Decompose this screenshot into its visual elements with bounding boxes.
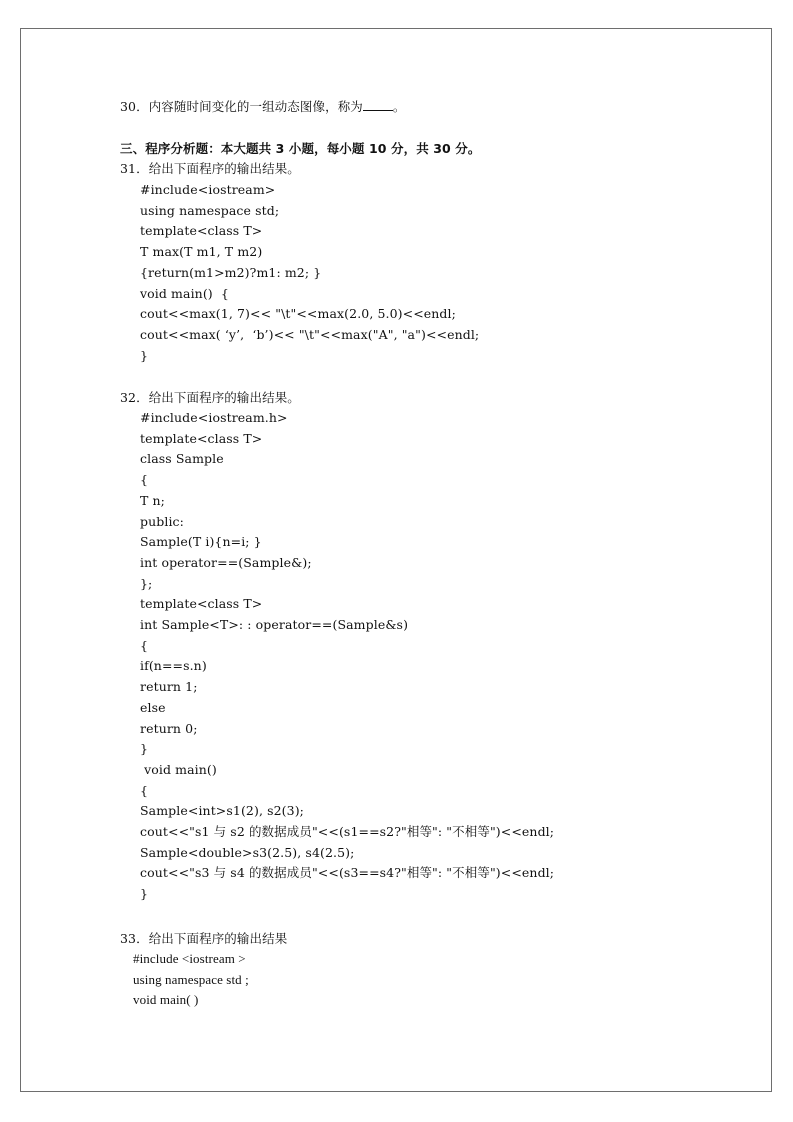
code-line: template<class T> — [140, 223, 263, 239]
code-line: #include<iostream> — [140, 182, 276, 197]
code-line: }; — [140, 575, 153, 591]
code-line: public: — [140, 513, 184, 529]
code-line: #include <iostream > — [133, 951, 246, 966]
code-line: int Sample<T>: : operator==(Sample&s) — [140, 617, 409, 632]
code-line: else — [140, 699, 166, 715]
code-line: template<class T> — [140, 596, 263, 612]
question-30-text: 30．内容随时间变化的一组动态图像，称为 — [120, 99, 363, 114]
code-line: return 1; — [140, 679, 198, 695]
code-line: {return(m1>m2)?m1: m2; } — [140, 264, 322, 280]
code-line: void main() { — [140, 285, 229, 301]
code-line: int operator==(Sample&); — [140, 554, 312, 570]
question-32-prompt: 32．给出下面程序的输出结果。 — [120, 390, 300, 405]
code-line: template<class T> — [140, 430, 263, 446]
question-33-prompt: 33．给出下面程序的输出结果 — [120, 931, 288, 946]
code-line: void main( ) — [133, 992, 199, 1008]
code-line: } — [140, 347, 149, 363]
code-line: #include<iostream.h> — [140, 410, 288, 425]
code-line: if(n==s.n) — [140, 658, 207, 674]
code-line: Sample<double>s3(2.5), s4(2.5); — [140, 844, 355, 860]
code-line: class Sample — [140, 451, 224, 467]
code-line: T n; — [140, 492, 165, 508]
code-line: { — [140, 782, 149, 798]
question-31-prompt: 31．给出下面程序的输出结果。 — [120, 161, 300, 176]
code-line: cout<<"s3 与 s4 的数据成员"<<(s3==s4?"相等": "不相等")<<endl; — [140, 865, 555, 881]
code-line: } — [140, 741, 149, 757]
answer-blank — [363, 98, 393, 111]
question-30 — [120, 98, 406, 115]
question-30-end: 。 — [392, 99, 406, 114]
code-line: Sample(T i){n=i; } — [140, 534, 262, 550]
section-heading: 三、程序分析题：本大题共 3 小题，每小题 10 分，共 30 分。 — [120, 141, 481, 156]
code-line: { — [140, 637, 149, 653]
code-line: T max(T m1, T m2) — [140, 244, 263, 260]
code-line: return 0; — [140, 720, 198, 736]
code-line: } — [140, 886, 149, 902]
code-line: Sample<int>s1(2), s2(3); — [140, 803, 304, 819]
code-line: using namespace std; — [140, 202, 280, 218]
code-line: using namespace std ; — [133, 971, 249, 987]
code-line: void main() — [140, 761, 217, 777]
code-line: { — [140, 472, 149, 488]
code-line: cout<<max(1, 7)<< "\t"<<max(2.0, 5.0)<<endl; — [140, 306, 456, 322]
code-line: cout<<"s1 与 s2 的数据成员"<<(s1==s2?"相等": "不相等")<<endl; — [140, 824, 555, 839]
code-line: cout<<max( ‘y’, ‘b’)<< "\t"<<max("A", "a")<<endl; — [140, 326, 480, 342]
